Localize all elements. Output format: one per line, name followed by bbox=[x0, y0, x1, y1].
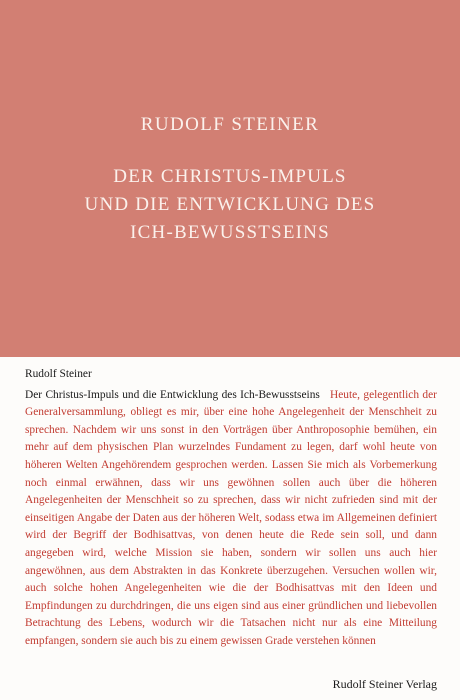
publisher-name: Rudolf Steiner Verlag bbox=[332, 677, 437, 691]
excerpt-block bbox=[25, 366, 437, 651]
excerpt-author: Rudolf Steiner bbox=[25, 368, 92, 380]
excerpt-panel bbox=[0, 357, 460, 700]
excerpt-text bbox=[323, 389, 330, 401]
cover-author: RUDOLF STEINER bbox=[140, 114, 320, 135]
excerpt-body: Heute, gelegentlich der Generalversammlung, obliegt es mir, über eine hohe Angelegenheit der Menschheit zu sprechen. Nachdem wir uns sonst in den Vorträgen über Anthroposophie bemühen, ein mehr auf dem physischen Plan wurzelndes Fundament zu legen, darf wohl heute von höheren Welten Angehörendem gesprochen werden. Lassen Sie mich als Vorbemerkung noch einmal erwähnen, dass wir uns gewöhnen sollen auch über die höheren Angelegenheiten der Menschheit so zu sprechen, dass wir nicht zufrieden sind mit der einseitigen Angabe der Daten aus der höheren Welt, sodass etwa im Allgemeinen definiert wird der Begriff der Bodhisattvas, von denen heute die Rede sein soll, und dann angegeben wird, welche Mission sie haben, sondern wir sollen uns auch hier angewöhnen, aus dem Abstrakten in das Konkrete überzugehen. Versuchen wollen wir, auch solche hohen Angelegenheiten wie die der Bodhisattvas mit den Ideen und Empfindungen zu durchdringen, die uns eigen sind aus einer gründlichen und liebevollen Betrachtung des Lebens, wodurch wir die Tatsachen nicht nur als eine Mitteilung empfangen, sondern sie auch bis zu einem gewissen Grade verstehen können bbox=[25, 388, 437, 647]
cover-title-line: ICH-BEWUSSTSEINS bbox=[130, 222, 330, 243]
excerpt-work-title: Der Christus-Impuls und die Entwicklung des Ich-Bewusstseins bbox=[25, 388, 320, 401]
cover-title-line: DER CHRISTUS-IMPULS bbox=[113, 166, 347, 187]
cover-title-line: UND DIE ENTWICKLUNG DES bbox=[84, 194, 376, 215]
cover-title bbox=[0, 163, 460, 247]
